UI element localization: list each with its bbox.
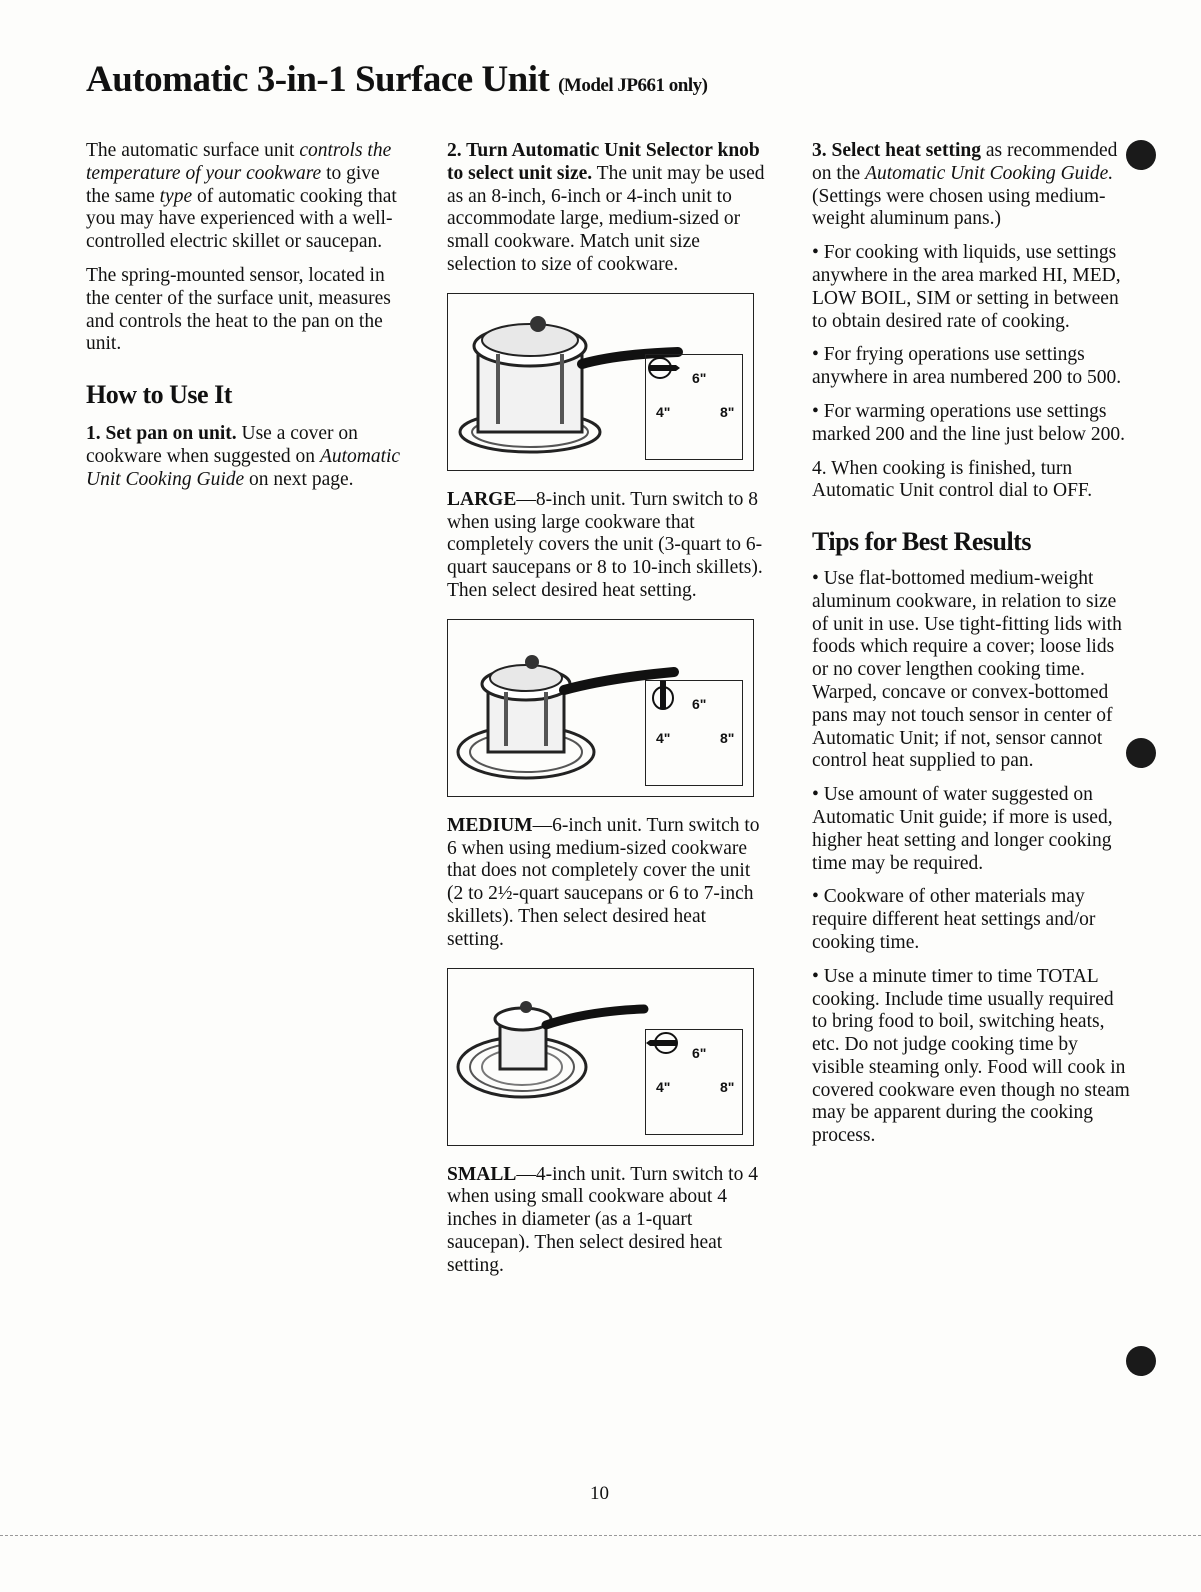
medium-description: MEDIUM—6-inch unit. Turn switch to 6 when using medium-sized cookware that does not completely cover the unit (2 to 2½-quart saucepans or 6 to 7-inch skillets). Then select desired heat setting.: [447, 814, 760, 950]
page-title: [86, 58, 707, 101]
small-description: SMALL—4-inch unit. Turn switch to 4 when using small cookware about 4 inches in diameter (as a 1-quart saucepan). Then select desired heat setting.: [447, 1163, 758, 1276]
small-unit-illustration: [447, 968, 754, 1146]
step-4: 4. When cooking is finished, turn Automatic Unit control dial to OFF.: [812, 457, 1093, 502]
step-3: 3. Select heat setting as recommended on the Automatic Unit Cooking Guide. (Settings were chosen using medium-weight aluminum pans.): [812, 140, 1118, 230]
medium-unit-illustration: [447, 619, 754, 797]
column-right: [812, 140, 1130, 1159]
large-description: LARGE—8-inch unit. Turn switch to 8 when using large cookware that completely covers the unit (3-quart to 6-quart saucepans or 8 to 10-inch skillets). Then select desired heat setting.: [447, 488, 763, 601]
bullet-frying: • For frying operations use settings anywhere in area numbered 200 to 500.: [812, 344, 1122, 389]
intro-paragraph: The automatic surface unit controls the temperature of your cookware to give the same type of automatic cooking that you may have experienced with a well-controlled electric skillet or saucepan.: [86, 140, 397, 253]
title-text: Automatic 3-in-1 Surface Unit: [86, 59, 550, 100]
knob-pointing-6-icon: [646, 681, 680, 711]
tip-item: • Use flat-bottomed medium-weight aluminum cookware, in relation to size of unit in use. Use tight-fitting lids with foods which require a cover; loose lids or no cover lengthen cooking time. Warped, concave or convex-bottomed pans may not touch sensor in center of Automatic Unit; if not, sensor cannot control heat supplied to pan.: [812, 567, 1122, 772]
unit-selector-dial: 6" 4" 8": [645, 1029, 743, 1135]
page-number: 10: [590, 1483, 609, 1504]
tips-heading: Tips for Best Results: [812, 527, 1031, 557]
binder-hole-icon: [1126, 140, 1156, 170]
binder-hole-icon: [1126, 1346, 1156, 1376]
knob-pointing-8-icon: [646, 355, 680, 381]
sensor-paragraph: The spring-mounted sensor, located in the center of the surface unit, measures and controls the heat to the pan on the unit.: [86, 264, 391, 355]
column-left: [86, 140, 404, 502]
large-unit-illustration: [447, 293, 754, 471]
unit-selector-dial: 6" 4" 8": [645, 354, 743, 460]
footer-rule: [0, 1535, 1201, 1536]
column-middle: [447, 140, 767, 1289]
model-note: (Model JP661 only): [558, 75, 708, 96]
bullet-liquids: • For cooking with liquids, use settings anywhere in the area marked HI, MED, LOW BOIL, SIM or setting in between to obtain desired rate of cooking.: [812, 242, 1121, 332]
how-to-heading: How to Use It: [86, 380, 232, 410]
unit-selector-dial: 6" 4" 8": [645, 680, 743, 786]
tip-item: • Use amount of water suggested on Automatic Unit guide; if more is used, higher heat setting and longer cooking time may be required.: [812, 784, 1113, 874]
knob-pointing-4-icon: [646, 1030, 680, 1056]
bullet-warming: • For warming operations use settings marked 200 and the line just below 200.: [812, 400, 1126, 445]
step-2: 2. Turn Automatic Unit Selector knob to select unit size. The unit may be used as an 8-inch, 6-inch or 4-inch unit to accommodate large, medium-sized or small cookware. Match unit size selection to size of cookware.: [447, 140, 765, 275]
tip-item: • Use a minute timer to time TOTAL cooking. Include time usually required to bring food to boil, switching heats, etc. Do not judge cooking time by visible steaming only. Food will cook in covered cookware even though no steam may be apparent during the cooking process.: [812, 965, 1130, 1147]
step-1: 1. Set pan on unit. Use a cover on cookware when suggested on Automatic Unit Cooking Guide on next page.: [86, 422, 401, 490]
tip-item: • Cookware of other materials may require different heat settings and/or cooking time.: [812, 886, 1096, 953]
binder-hole-icon: [1126, 738, 1156, 768]
